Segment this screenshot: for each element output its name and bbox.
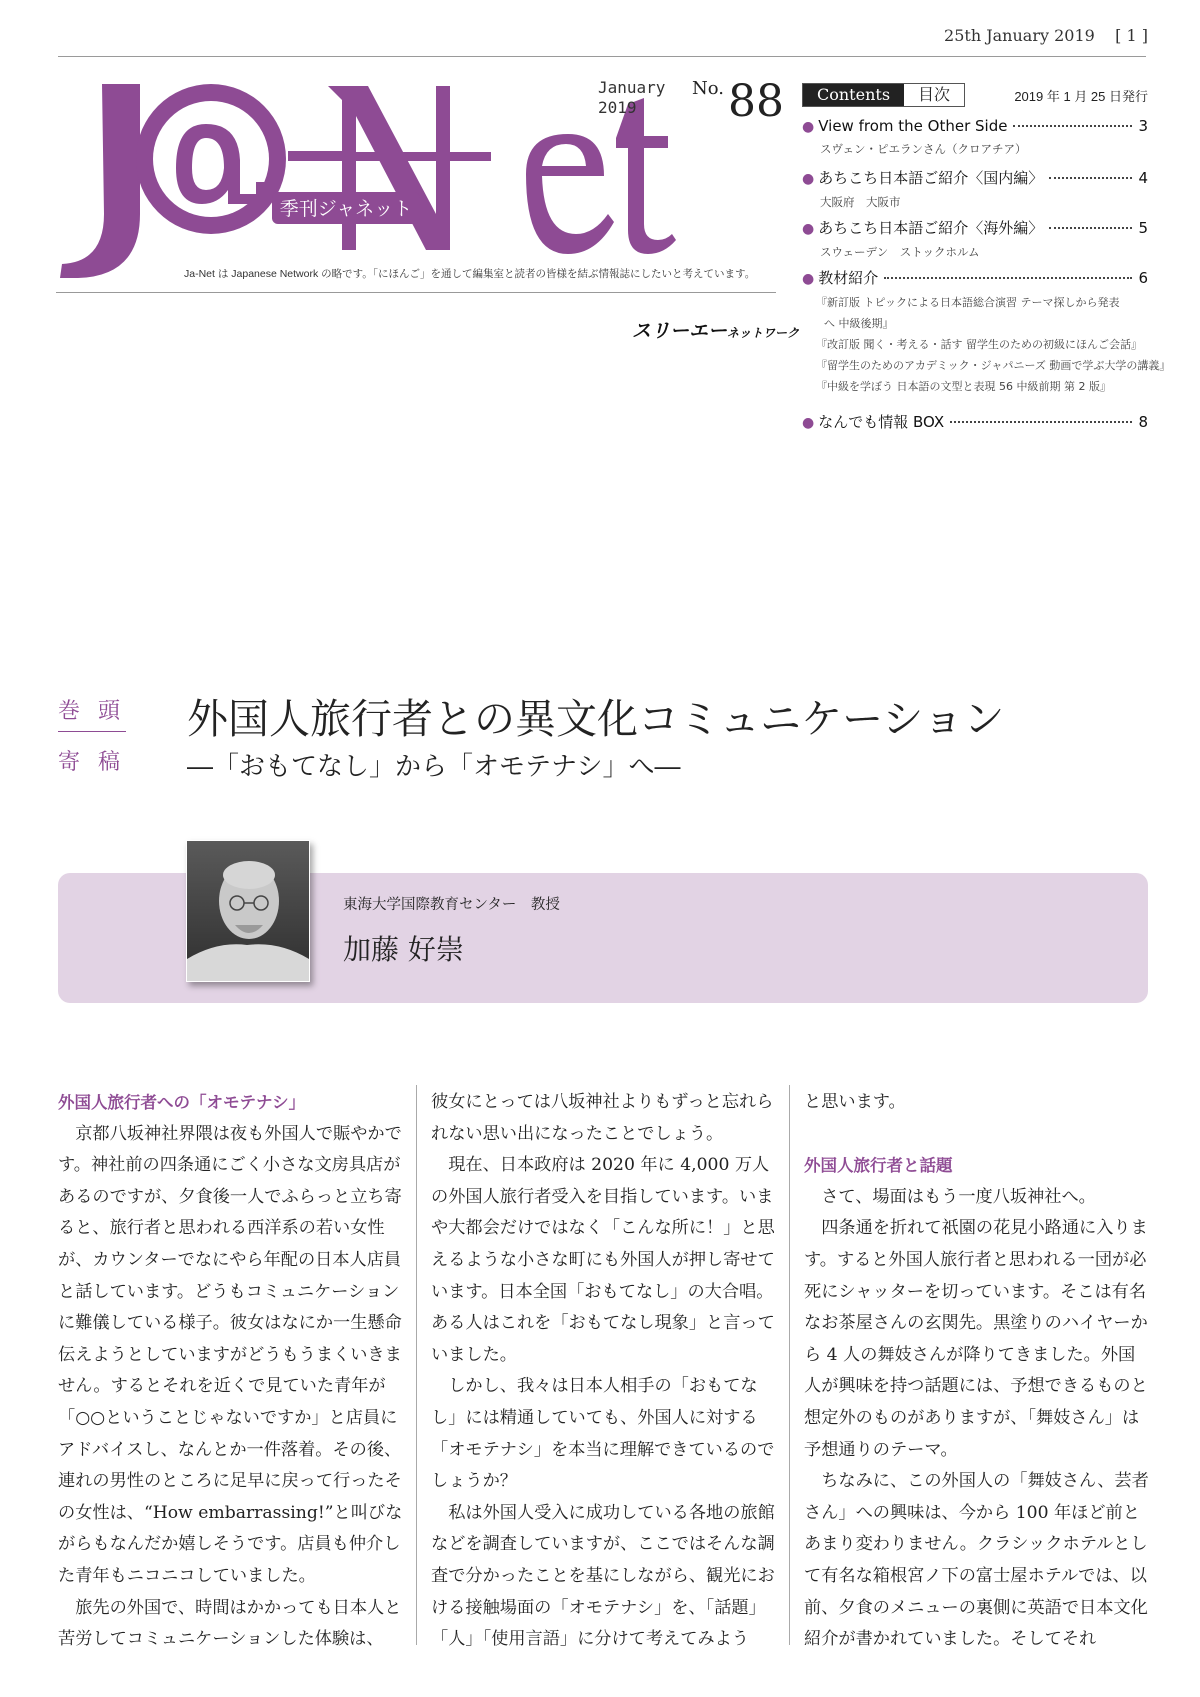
toc-book: 『留学生のためのアカデミック・ジャパニーズ 動画で学ぶ大学の講義』 (816, 359, 1171, 372)
issue-date: 25th January 2019 (944, 26, 1095, 45)
paragraph: さて、場面はもう一度八坂神社へ。 (821, 1186, 1096, 1207)
contents-label-en: Contents (803, 84, 904, 106)
toc-subtitle: スウェーデン ストックホルム (820, 245, 980, 259)
publish-date: 2019 年 1 月 25 日発行 (1014, 89, 1148, 104)
issue-year: 2019 (598, 98, 637, 117)
column-divider (789, 1085, 790, 1645)
section-label-2: 寄稿 (58, 750, 139, 775)
toc-subtitle: スヴェン・ピエランさん（クロアチア） (820, 142, 1027, 156)
section-heading: 外国人旅行者への「オモテナシ」 (58, 1093, 306, 1112)
contents-label-jp: 目次 (918, 85, 951, 104)
toc-title: View from the Other Side (818, 117, 1008, 135)
body-column-3 (804, 1087, 1150, 1656)
article-subtitle: ―「おもてなし」から「オモテナシ」へ― (187, 752, 681, 782)
tagline: Ja-Net は Japanese Network の略です。「にほんご」を通して編集室と読者の皆様を結ぶ情報誌にしたいと考えています。 (184, 268, 756, 280)
author-name: 加藤 好崇 (343, 933, 464, 966)
toc-page: 4 (1138, 169, 1148, 187)
paragraph: 現在、日本政府は 2020 年に 4,000 万人の外国人旅行者受入を目指しています。いまや大都会だけではなく「こんな所に！」と思えるような小さな町にも外国人が押し寄せています。日本全国「おもてなし」の大合唱。ある人はこれを「おもてなし現象」と言っていました。 (431, 1155, 775, 1365)
section-label-1: 巻頭 (58, 699, 139, 724)
bullet-icon: ● (802, 415, 815, 431)
paragraph: 私は外国人受入に成功している各地の旅館などを調査していますが、ここではそんな調査で分かったことを基にしながら、観光における接触場面の「オモテナシ」を、「話題」「人」「使用言語」に分けて考えてみよう (431, 1502, 775, 1650)
paragraph: 彼女にとっては八坂神社よりもずっと忘れられない思い出になったことでしょう。 (431, 1092, 774, 1144)
publisher-main: スリーエー (632, 321, 728, 342)
bullet-icon: ● (802, 221, 815, 237)
paragraph: しかし、我々は日本人相手の「おもてなし」には精通していても、外国人に対する「オモテナシ」を本当に理解できているのでしょうか？ (431, 1376, 775, 1492)
toc-title: 教材紹介 (818, 269, 879, 287)
toc-item[interactable] (802, 117, 1148, 160)
toc-title: なんでも情報 BOX (818, 413, 945, 431)
author-affiliation: 東海大学国際教育センター 教授 (343, 897, 560, 913)
toc-title: あちこち日本語ご紹介〈海外編〉 (818, 219, 1044, 237)
page-number: [ 1 ] (1115, 26, 1148, 45)
bullet-icon: ● (802, 119, 815, 135)
section-label-rule (58, 731, 126, 732)
toc-item[interactable] (802, 411, 1148, 432)
toc-book: 『改訂版 聞く・考える・話す 留学生のための初級にほんご会話』 (816, 338, 1142, 351)
publisher-sub: ネットワーク (727, 326, 800, 340)
logo-badge: 季刊ジャネット (279, 198, 413, 220)
toc-page: 5 (1138, 219, 1148, 237)
issue-number (692, 76, 784, 127)
header-rule (58, 56, 1146, 57)
masthead-rule (56, 292, 776, 293)
issue-month-name: January (598, 78, 666, 97)
author-photo (186, 840, 310, 982)
toc-page: 6 (1138, 269, 1148, 287)
issue-number-value: 88 (728, 76, 784, 127)
body-column-2 (431, 1087, 777, 1656)
issue-prefix: No. (692, 78, 724, 99)
article-title: 外国人旅行者との異文化コミュニケーション (187, 695, 1005, 743)
paragraph: と思います。 (804, 1092, 906, 1112)
bullet-icon: ● (802, 171, 815, 187)
toc-book: 『新訂版 トピックによる日本語総合演習 テーマ探しから発表 (816, 296, 1120, 309)
toc-page: 3 (1138, 117, 1148, 135)
paragraph: ちなみに、この外国人の「舞妓さん、芸者さん」への興味は、今から 100 年ほど前とあまり変わりません。クラシックホテルとして有名な箱根宮ノ下の富士屋ホテルでは、以前、夕食のメニューの裏側に英語で日本文化紹介が書かれていました。そしてそれ (804, 1471, 1149, 1650)
body-column-1 (58, 1087, 404, 1656)
paragraph: 四条通を折れて祇園の花見小路通に入ります。すると外国人旅行者と思われる一団が必死にシャッターを切っています。そこは有名なお茶屋さんの玄関先。黒塗りのハイヤーから 4 人の舞妓さんが降りてきました。外国人が興味を持つ話題には、予想できるものと想定外のものがありますが、「舞妓さん」は予想通りのテーマ。 (804, 1218, 1148, 1460)
paragraph: 旅先の外国で、時間はかかっても日本人と苦労してコミュニケーションした体験は、 (58, 1597, 402, 1650)
toc-page: 8 (1138, 413, 1148, 431)
column-divider (416, 1085, 417, 1645)
toc-item[interactable] (802, 217, 1148, 263)
publisher-logo (632, 316, 799, 343)
issue-month (598, 78, 665, 118)
toc-item[interactable] (802, 267, 1171, 397)
section-heading: 外国人旅行者と話題 (804, 1156, 953, 1176)
toc-item[interactable] (802, 167, 1148, 213)
paragraph: 京都八坂神社界隈は夜も外国人で賑やかです。神社前の四条通にごく小さな文房具店があるのですが、夕食後一人でふらっと立ち寄ると、旅行者と思われる西洋系の若い女性が、カウンターでなにやら年配の日本人店員と話しています。どうもコミュニケーションに難儀している様子。彼女はなにか一生懸命伝えようとしていますがどうもうまくいきません。するとそれを近くで見ていた青年が「○○ということじゃないですか」と店員にアドバイスし、なんとか一件落着。その後、連れの男性のところに足早に戻って行ったその女性は、“How embarrassing!”と叫びながらもなんだか嬉しそうです。店員も仲介した青年もニコニコしていました。 (58, 1123, 403, 1586)
bullet-icon: ● (802, 271, 815, 287)
dateline (944, 26, 1148, 45)
contents-header (802, 83, 965, 107)
toc-subtitle: 大阪府 大阪市 (820, 195, 901, 209)
ja-net-logo (56, 64, 776, 294)
toc-title: あちこち日本語ご紹介〈国内編〉 (818, 169, 1044, 187)
toc-book: 『中級を学ぼう 日本語の文型と表現 56 中級前期 第 2 版』 (816, 380, 1111, 393)
toc-book: へ 中級後期』 (824, 317, 894, 330)
